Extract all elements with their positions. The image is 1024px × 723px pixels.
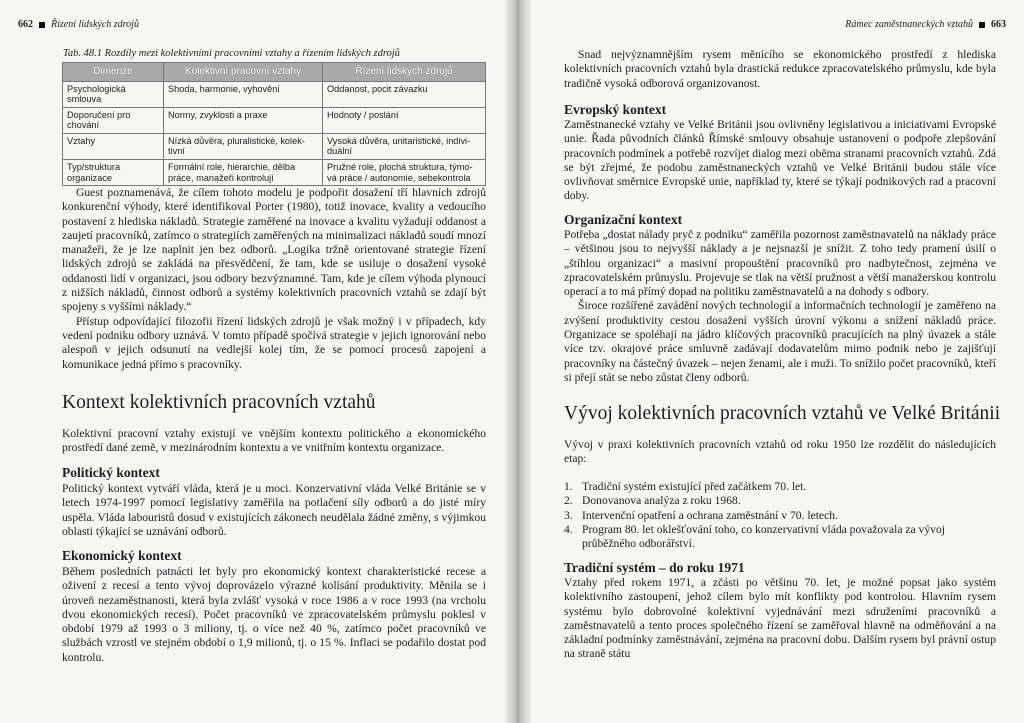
table-cell: Nízká důvěra, pluralistické, kolek-tivní	[164, 133, 323, 159]
table-row	[63, 107, 486, 133]
body-text-block	[564, 438, 996, 467]
subsection-heading: Politický kontext	[62, 465, 160, 480]
running-title: Řízení lidských zdrojů	[51, 19, 139, 30]
table-cell: Doporučení pro chování	[63, 107, 164, 133]
body-text-block	[62, 427, 486, 456]
table-row	[63, 133, 486, 159]
table-header: Kolektivní pracovní vztahy	[164, 63, 323, 82]
list-item: 4. Program 80. let oklešťování toho, co konzervativní vláda považovala za vývoj průběžného odborářství.	[564, 522, 945, 551]
paragraph: Široce rozšířené zavádění nových technologií a informačních technologií je zaměřeno na zvýšení produktivity cestou dosažení vyšších úrovní výkonu a snížení nákladů práce. Organizace se spoléhají na jádro klíčových pracovníků pracujících na plný úvazek a stále více tzv. okrajové práce smluvně zadávají dodavatelům mimo podnik nebo je zajišťují pracovníky na částečný úvazek – nejen ženami, ale i muži. To snížilo počet pracovníků, kteří si přejí stát se nebo zůstat členy odborů.	[564, 299, 996, 384]
list-item: 1. Tradiční systém existující před začátkem 70. let.	[564, 480, 807, 493]
body-text-block	[62, 565, 486, 665]
table-cell: Typ/struktura organizace	[63, 159, 164, 185]
table-cell: Vysoká důvěra, unitaristické, indivi-duální	[323, 133, 486, 159]
table-header: Dimenze	[63, 63, 164, 82]
square-bullet-icon	[979, 22, 985, 28]
paragraph: Politický kontext vytváří vláda, která je u moci. Konzervativní vláda Velké Británie se v letech 1974-1997 pomocí legislativy zaměřila na potlačení síly odborů a do jisté míry uspěla. Vláda labouristů dosud v existujících zákonech neudělala žádné změny, s výjimkou oblasti týkající se uznávání odborů.	[62, 482, 486, 538]
left-running-header	[18, 19, 139, 30]
list-item: 2. Donovanova analýza z roku 1968.	[564, 494, 741, 508]
book-gutter	[505, 0, 531, 723]
body-text-block	[62, 186, 486, 372]
list-item: 3. Intervenční opatření a ochrana zaměstnání v 70. letech.	[564, 508, 838, 522]
right-page	[531, 0, 1024, 723]
paragraph: Kolektivní pracovní vztahy existují ve vnějším kontextu politického a ekonomického prostředí dané země, v mezinárodním kontextu a ve vnitřním kontextu organizace.	[62, 427, 486, 455]
table-cell: Shoda, harmonie, vyhovění	[164, 81, 323, 107]
numbered-list	[564, 480, 996, 551]
table-row	[63, 81, 486, 107]
body-text-block	[564, 48, 996, 91]
square-bullet-icon	[39, 22, 45, 28]
table-row	[63, 159, 486, 185]
table-cell: Formální role, hierarchie, dělba práce, manažeři kontrolují	[164, 159, 323, 185]
table-cell: Psychologická smlouva	[63, 81, 164, 107]
subsection-heading: Tradiční systém – do roku 1971	[564, 560, 745, 575]
paragraph: Snad nejvýznamnějším rysem měnícího se ekonomického prostředí z hlediska kolektivních pracovních vztahů byla drastická redukce zpracovatelského průmyslu, kde byla tradičně vysoká odborová organizovanost.	[564, 48, 996, 90]
body-text-block	[62, 482, 486, 539]
table-cell: Normy, zvyklosti a praxe	[164, 107, 323, 133]
table-cell: Oddanost, pocit závazku	[323, 81, 486, 107]
paragraph: Přístup odpovídající filozofii řízení lidských zdrojů je však možný i v případech, kdy vedení podniku odbory uznává. V tomto případě spočívá strategie v jejich ignorování nebo alespoň v jejich odsunutí na vedlejší kolej tím, že se pomocí procesů zapojení a komunikace jedná přímo s pracovníky.	[62, 314, 486, 371]
right-running-header	[845, 19, 1006, 30]
section-heading: Kontext kolektivních pracovních vztahů	[62, 392, 376, 413]
table-cell: Hodnoty / poslání	[323, 107, 486, 133]
left-page	[0, 0, 505, 723]
subsection-heading: Ekonomický kontext	[62, 548, 182, 563]
page-number: 662	[18, 19, 33, 30]
section-heading: Vývoj kolektivních pracovních vztahů ve Velké Británii	[564, 403, 1001, 424]
table-header: Řízení lidských zdrojů	[323, 63, 486, 82]
body-text-block	[564, 118, 996, 204]
running-title: Rámec zaměstnaneckých vztahů	[845, 19, 973, 30]
comparison-table	[62, 62, 486, 186]
page-number: 663	[991, 19, 1006, 30]
table-cell: Vztahy	[63, 133, 164, 159]
table-caption: Tab. 48.1 Rozdíly mezi kolektivními pracovními vztahy a řízením lidských zdrojů	[63, 48, 400, 59]
subsection-heading: Organizační kontext	[564, 212, 683, 227]
paragraph: Během posledních patnácti let byly pro ekonomický kontext charakteristické recese a oživení z recesí a tento vývoj doprovázelo výrazné kolísání produktivity. Měnila se i úroveň nezaměstnanosti, která byla zvlášť vysoká v roce 1986 a v roce 1993 (na vrcholu dvou ekonomických recesí). Počet pracovníků ve zpracovatelském průmyslu poklesl v období 1979 až 1993 o 3 miliony, tj. o více než 40 %, zatímco počet pracovníků ve službách vzrostl ve stejném období o 1,9 milionů, tj. o 15 %. Inflaci se podařilo dostat pod kontrolu.	[62, 565, 486, 664]
subsection-heading: Evropský kontext	[564, 102, 667, 117]
paragraph: Guest poznamenává, že cílem tohoto modelu je podpořit dosažení tří hlavních zdrojů konkurenční výhody, které identifikoval Porter (1980), totiž inovace, kvality a vedoucího postavení z hlediska nákladů. Strategie zaměřené na inovace a kvalitu vyžadují oddanost a zaujetí pracovníků, zatímco o strategiích zaměřených na minimalizaci nákladů soudí mnozí manažeři, že je lze naplnit jen bez odborů. „Logika tržně orientované strategie řízení lidských zdrojů se zakládá na přesvědčení, že tam, kde se usiluje o dosažení vysoké oddanosti lidí v organizaci, jsou odbory bezvýznamné. Tam, kde je cílem výhoda plynoucí z nižších nákladů, činnost odborů a systémy kolektivních pracovních vztahů se zdají být spojeny s vyššími náklady.“	[62, 186, 486, 314]
paragraph: Vývoj v praxi kolektivních pracovních vztahů od roku 1950 lze rozdělit do následujících etap:	[564, 438, 996, 466]
paragraph: Zaměstnanecké vztahy ve Velké Británii jsou ovlivněny legislativou a iniciativami Evropské unie. Řada původních článků Římské smlouvy obsahuje ustanovení o podpoře zlepšování pracovních podmínek a potřebě rozvíjet dialog mezi oběma stranami pracovních vztahů. Zdá se být zřejmé, že podobu zaměstnaneckých vztahů ve Velké Británii budou stále více ovlivňovat směrnice Evropské unie, například ty, které se týkají podnikových rad a pracovní doby.	[564, 118, 996, 203]
body-text-block	[564, 228, 996, 385]
table-cell: Pružné role, plochá struktura, týmo-vá práce / autonomie, sebekontrola	[323, 159, 486, 185]
paragraph: Vztahy před rokem 1971, a zčásti po většinu 70. let, je možné popsat jako systém kolektivního zastoupení, jehož cílem bylo mít konflikty pod kontrolou. Hlavním rysem systému bylo dobrovolné kolektivní vyjednávání mezi sdruženími pracovníků a zaměstnavatelů a tento proces společného řízení se zaměřoval hlavně na odměňování a na základní podmínky zaměstnávání, zejména na pracovní dobu. Dalším rysem byl právní ostup na straně státu	[564, 576, 996, 661]
paragraph: Potřeba „dostat nálady pryč z podniku“ zaměřila pozornost zaměstnavatelů na náklady práce – většinou jsou to nejvyšší náklady a je nejsnazší je snížit. Z toho tedy pramení úsilí o „štíhlou organizaci“ a masivní propouštění pracovníků pro nadbytečnost, zejména ve zpracovatelském průmyslu. Projevuje se tlak na větší pružnost a větší manažerskou kontrolu operací a to má přímý dopad na politiku zaměstnavatelů a na dohody s odbory.	[564, 228, 996, 299]
table-header-row	[63, 63, 486, 82]
body-text-block	[564, 576, 996, 662]
